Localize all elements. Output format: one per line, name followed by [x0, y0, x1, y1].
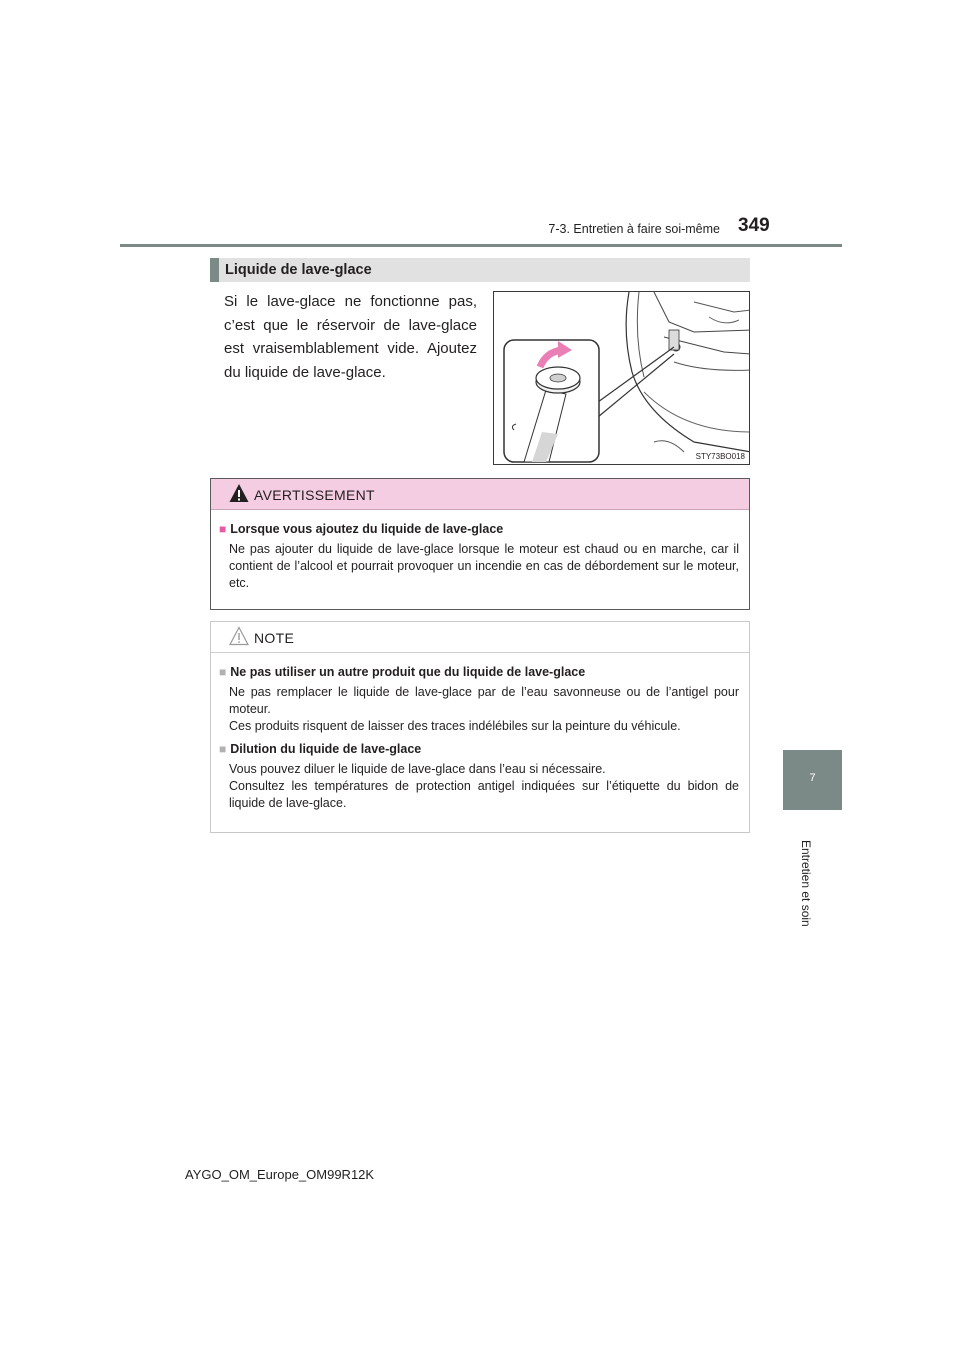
note-item-text: Consultez les températures de protection antigel indiquées sur l’étiquette du bidon de liquide de lave-glace. — [229, 779, 739, 810]
warning-label: AVERTISSEMENT — [254, 487, 375, 503]
figure-code: STY73BO018 — [695, 452, 745, 461]
note-item — [219, 741, 739, 812]
note-item-title: ■ Ne pas utiliser un autre produit que du liquide de lave-glace — [219, 665, 586, 679]
bullet-square-icon: ■ — [219, 665, 227, 679]
header-rule — [120, 244, 842, 247]
note-header — [211, 622, 749, 653]
page-number: 349 — [738, 215, 770, 236]
warning-item-title: ■ Lorsque vous ajoutez du liquide de lave-glace — [219, 522, 504, 536]
warning-header — [211, 479, 749, 510]
note-box — [210, 621, 750, 833]
chapter-title-vertical: Entretien et soin — [799, 840, 813, 927]
section-body-text: Si le lave-glace ne fonctionne pas, c’est que le réservoir de lave-glace est vraisemblablement vide. Ajoutez du liquide de lave-glace. — [224, 293, 477, 381]
warning-item-text: Ne pas ajouter du liquide de lave-glace lorsque le moteur est chaud ou en marche, car il contient de l’alcool et pourrait provoquer un incendie en cas de débordement sur le moteur, etc. — [229, 542, 739, 590]
note-label: NOTE — [254, 630, 295, 646]
engine-bay-drawing — [494, 292, 750, 465]
chapter-tab — [783, 750, 842, 810]
note-item-text: Ne pas remplacer le liquide de lave-glace par de l’eau savonneuse ou de l’antigel pour moteur. — [229, 685, 739, 716]
header-section-title: 7-3. Entretien à faire soi-même — [548, 222, 720, 236]
footer-document-id: AYGO_OM_Europe_OM99R12K — [185, 1167, 375, 1182]
bullet-square-icon: ■ — [219, 522, 227, 536]
note-item-title: ■ Dilution du liquide de lave-glace — [219, 742, 422, 756]
warning-box — [210, 478, 750, 610]
warning-item — [219, 521, 739, 592]
note-item-text: Vous pouvez diluer le liquide de lave-glace dans l’eau si nécessaire. — [229, 762, 606, 776]
section-heading: Liquide de lave-glace — [210, 258, 750, 282]
note-triangle-icon — [229, 626, 249, 646]
note-item — [219, 664, 739, 735]
bullet-square-icon: ■ — [219, 742, 227, 756]
note-content — [211, 653, 749, 812]
warning-content — [211, 510, 749, 592]
warning-triangle-icon — [229, 483, 249, 503]
washer-reservoir-illustration — [493, 291, 750, 465]
note-item-text: Ces produits risquent de laisser des traces indélébiles sur la peinture du véhicule. — [229, 719, 681, 733]
chapter-number: 7 — [809, 772, 816, 784]
